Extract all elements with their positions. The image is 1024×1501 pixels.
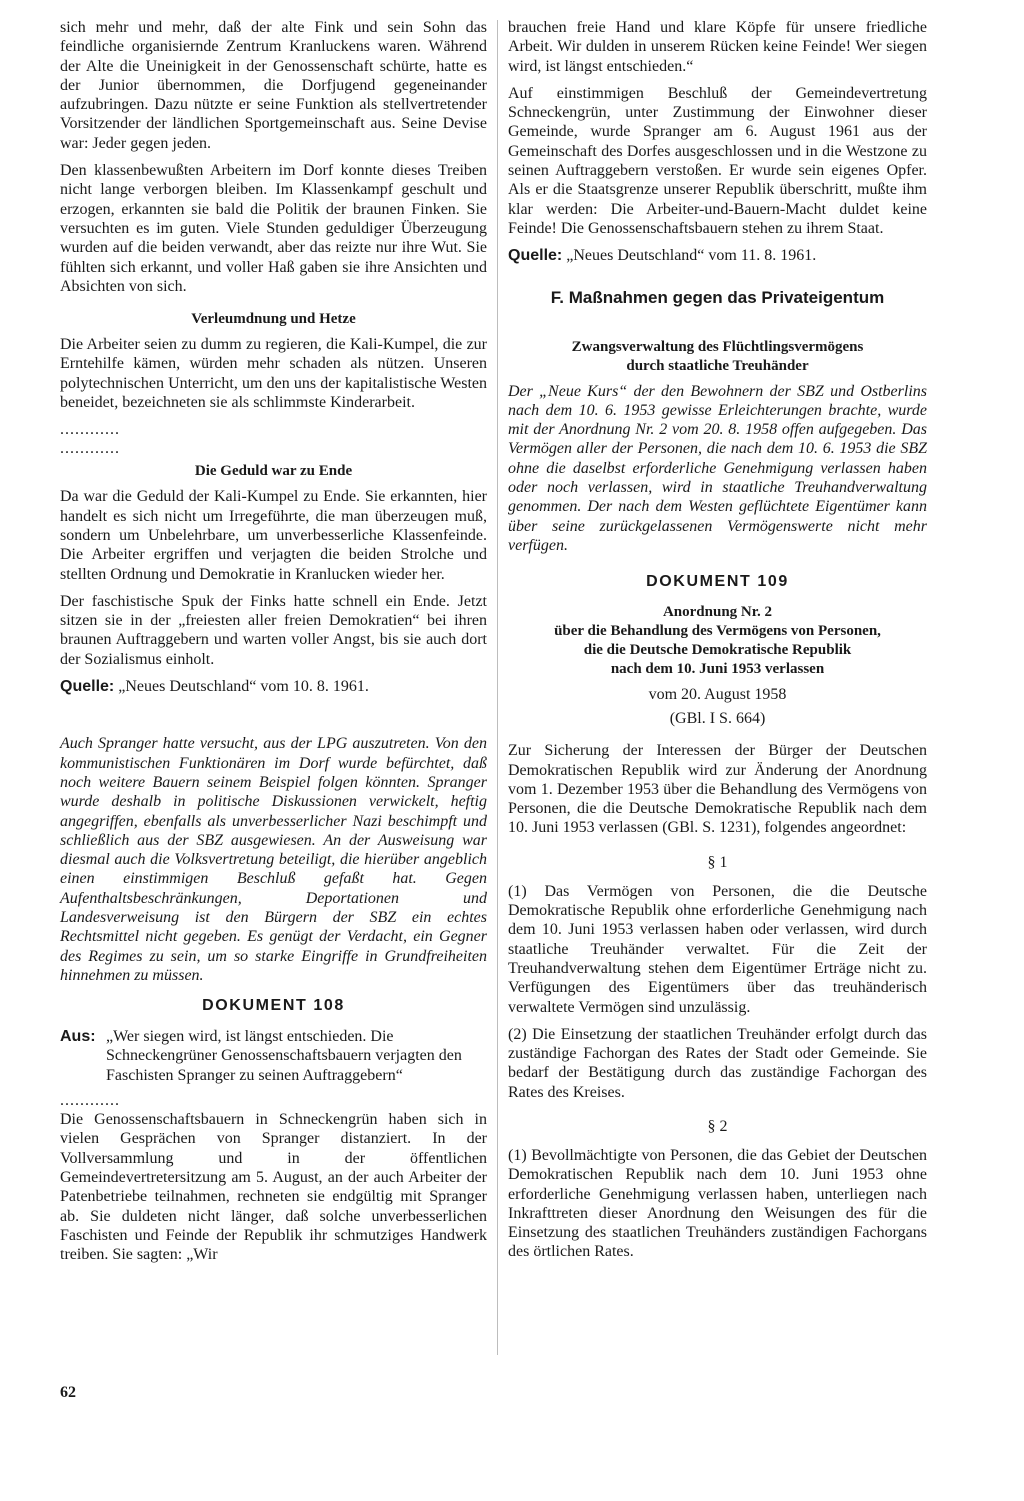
title-line: nach dem 10. Juni 1953 verlassen (610, 661, 825, 678)
paragraph: sich mehr und mehr, daß der alte Fink und sein Sohn das feindliche organisiernde Zentrum Kranluckens waren. Während der Alte die Uneinigkeit in der Genossenschaft schürte, hatte es der Junior übernommen, die Dorfjugend gegeneinander aufzubringen. Dazu nützte er seine Funktion als stellvertretender Vorsitzender der ländlichen Sportgemeinschaft aus. Seine Devise war: Jeder gegen jeden. (60, 19, 487, 152)
subheading: Verleumdnung und Hetze (191, 311, 356, 328)
paragraph: Den klassenbewußten Arbeitern im Dorf konnte dieses Treiben nicht lange verborgen bleiben. Im Klassenkampf geschult und erzogen, erkannten sie bald die Politik der braunen Finken. Sie versuchten es im guten. Viele Stunden geduldiger Überzeugung wurden auf die beiden verwandt, aber das reizte nur ihre Wut. Sie fühlten sich erkannt, und voller Haß gaben sie ihre Ansichten und Absichten von sich. (60, 162, 487, 295)
subheading (508, 338, 927, 376)
subheading-line: Zwangsverwaltung des Flüchtlingsvermögens (571, 338, 864, 355)
source-text: „Neues Deutschland“ vom 10. 8. 1961. (118, 678, 369, 696)
paragraph: Da war die Geduld der Kali-Kumpel zu Ende. Sie erkannten, hier handelt es sich nicht um Irregeführte, die man überzeugen muß, sondern um Unbelehrbare, um unverbesserliche Klassenfeinde. Die Arbeiter ergriffen und verjagten die beiden Strolche und stellten Ordnung und Demokratie in Kranlucken wieder her. (60, 488, 487, 583)
left-column (60, 18, 487, 1272)
paragraph: (1) Bevollmächtigte von Personen, die das Gebiet der Deutschen Demokratischen Republik nach dem 10. Juni 1953 ohne erforderliche Genehmigung verlassen haben, unterliegen nach Inkrafttreten dieser Anordnung den Weisungen des für die Einsetzung des staatlichen Treuhänders zuständigen Fachorgans des örtlichen Rates. (508, 1146, 927, 1261)
editorial-comment: Auch Spranger hatte versucht, aus der LPG auszutreten. Von den kommunistischen Funktionären im Dorf wurde befürchtet, daß noch weitere Bauern seinem Beispiel folgen könnten. Spranger wurde deshalb in politische Diskussionen verwickelt, heftig angegriffen, ebenfalls als unverbesserlicher Nazi beschimpft und schließlich aus der SBZ ausgewiesen. An der Ausweisung war diesmal auch die Volksvertretung beteiligt, die hierüber angeblich einen einstimmigen Beschluß gefaßt hat. Gegen Aufenthaltsbeschränkungen, Deportationen und Landesverweisung ist den Bürgern der SBZ ein echtes Rechtsmittel nicht gegeben. Es genügt der Verdacht, ein Gegner des Regimes zu sein, um so starke Eingriffe in Grundfreiheiten hinnehmen zu müssen. (60, 735, 487, 984)
paragraph: Auf einstimmigen Beschluß der Gemeindevertretung Schneckengrün, unter Zustimmung der Einwohner dieser Gemeinde, wurde Spranger am 6. August 1961 aus der Gemeinschaft des Dorfes ausgeschlossen und in die Westzone zu seinen Auftraggebern verstoßen. Er wurde sein eigenes Opfer. Als er die Staatsgrenze unserer Republik überschritt, mußte ihm klar werden: Die Arbeiter-und-Bauern-Macht duldet keine Feinde! Die Genossenschaftsbauern stehen zu ihrem Staat. (508, 84, 927, 237)
gazette-reference: (GBl. I S. 664) (669, 710, 766, 728)
editorial-comment: Der „Neue Kurs“ der den Bewohnern der SBZ und Ostberlins nach dem 10. 6. 1953 gewisse Erleichterungen brachte, wurde mit der Anordnung Nr. 2 vom 20. 8. 1958 offen aufgegeben. Das Vermögen aller der Personen, die nach dem 10. 6. 1953 die SBZ ohne die daselbst erforderliche Genehmigung verlassen haben oder noch verlassen, wird in staatliche Treuhandverwaltung genommen. Der nach dem Westen geflüchtete Eigentümer kann über seine zurückgelassenen Vermögenswerte nicht mehr verfügen. (508, 382, 927, 554)
subheading: Die Geduld war zu Ende (194, 463, 353, 480)
paragraph: Der faschistische Spuk der Finks hatte schnell ein Ende. Jetzt sitzen sie in der „freiesten aller freien Demokratien“ bei ihren braunen Auftraggebern und warten voller Angst, bis sie auch dort der Sozialismus einholt. (60, 592, 487, 668)
document-date: vom 20. August 1958 (648, 686, 787, 704)
right-column (508, 18, 927, 1270)
section-sign: § 2 (707, 1117, 728, 1135)
section-sign: § 1 (707, 853, 728, 871)
source-label: Quelle: (60, 678, 115, 696)
document-number: DOKUMENT 108 (202, 997, 345, 1015)
title-line: über die Behandlung des Vermögens von Personen, (554, 623, 881, 640)
source-label: Quelle: (508, 247, 563, 265)
origin-text: „Wer siegen wird, ist längst entschieden. Die Schneckengrüner Genossenschaftsbauern verjagten den Faschisten Spranger zu seinen Auftraggebern“ (106, 1028, 462, 1084)
paragraph: Die Genossenschaftsbauern in Schneckengrün haben sich in vielen Gesprächen von Spranger distanziert. In der Vollversammlung und in der öffentlichen Gemeindevertretersitzung am 5. August, an der auch Arbeiter der Patenbetriebe teilnahmen, rechneten sie endgültig mit Spranger ab. Sie duldeten nicht länger, daß solche unverbesserlichen Faschisten und Feinde der Republik ihr schmutziges Handwerk treiben. Sie sagten: „Wir (60, 1111, 487, 1264)
title-line: Anordnung Nr. 2 (662, 604, 773, 621)
ellipsis-line: ............ (60, 1092, 120, 1110)
section-heading: F. Maßnahmen gegen das Privateigentum (550, 287, 885, 307)
title-line: die die Deutsche Demokratische Republik (583, 642, 852, 659)
subheading-line: durch staatliche Treuhänder (626, 357, 809, 374)
ellipsis-line: ............ (60, 421, 120, 439)
document-title (508, 603, 927, 679)
column-divider (497, 20, 498, 1355)
paragraph: Die Arbeiter seien zu dumm zu regieren, die Kali-Kumpel, die zur Erntehilfe kämen, würden mehr schaden als nützen. Unseren polytechnischen Unterricht, um den uns der kapitalistische Westen beneidet, bezeichneten sie als schlimmste Kinderarbeit. (60, 336, 487, 412)
document-origin (60, 1027, 487, 1085)
document-number: DOKUMENT 109 (646, 573, 789, 591)
paragraph: (1) Das Vermögen von Personen, die die Deutsche Demokratische Republik ohne erforderliche Genehmigung nach dem 10. Juni 1953 verlassen haben oder verlassen, wird durch staatliche Treuhänder verwaltet. Für die Zeit der Treuhandverwaltung stehen dem Eigentümer Erträge nicht zu. Verfügungen des Eigentümers über das treuhänderisch verwaltete Vermögen sind unzulässig. (508, 882, 927, 1016)
paragraph: brauchen freie Hand und klare Köpfe für unsere friedliche Arbeit. Wir dulden in unserem Rücken keine Feinde! Wer siegen wird, ist längst entschieden.“ (508, 19, 927, 75)
source-text: „Neues Deutschland“ vom 11. 8. 1961. (566, 247, 817, 265)
paragraph: Zur Sicherung der Interessen der Bürger der Deutschen Demokratischen Republik wird zur Änderung der Anordnung vom 1. Dezember 1953 über die Behandlung des Vermögens von Personen, die die Deutsche Demokratische Republik nach dem 10. Juni 1953 verlassen (GBl. S. 1231), folgendes angeordnet: (508, 742, 927, 837)
paragraph: (2) Die Einsetzung der staatlichen Treuhänder erfolgt durch das zuständige Fachorgan des Rates der Stadt oder Gemeinde. Sie bedarf der Bestätigung durch das zuständige Fachorgan des Rates des Kreises. (508, 1025, 927, 1101)
origin-label: Aus: (60, 1028, 96, 1046)
source-line (508, 246, 927, 265)
source-line (60, 677, 487, 696)
ellipsis-line: ............ (60, 440, 120, 458)
page-number: 62 (60, 1384, 76, 1401)
